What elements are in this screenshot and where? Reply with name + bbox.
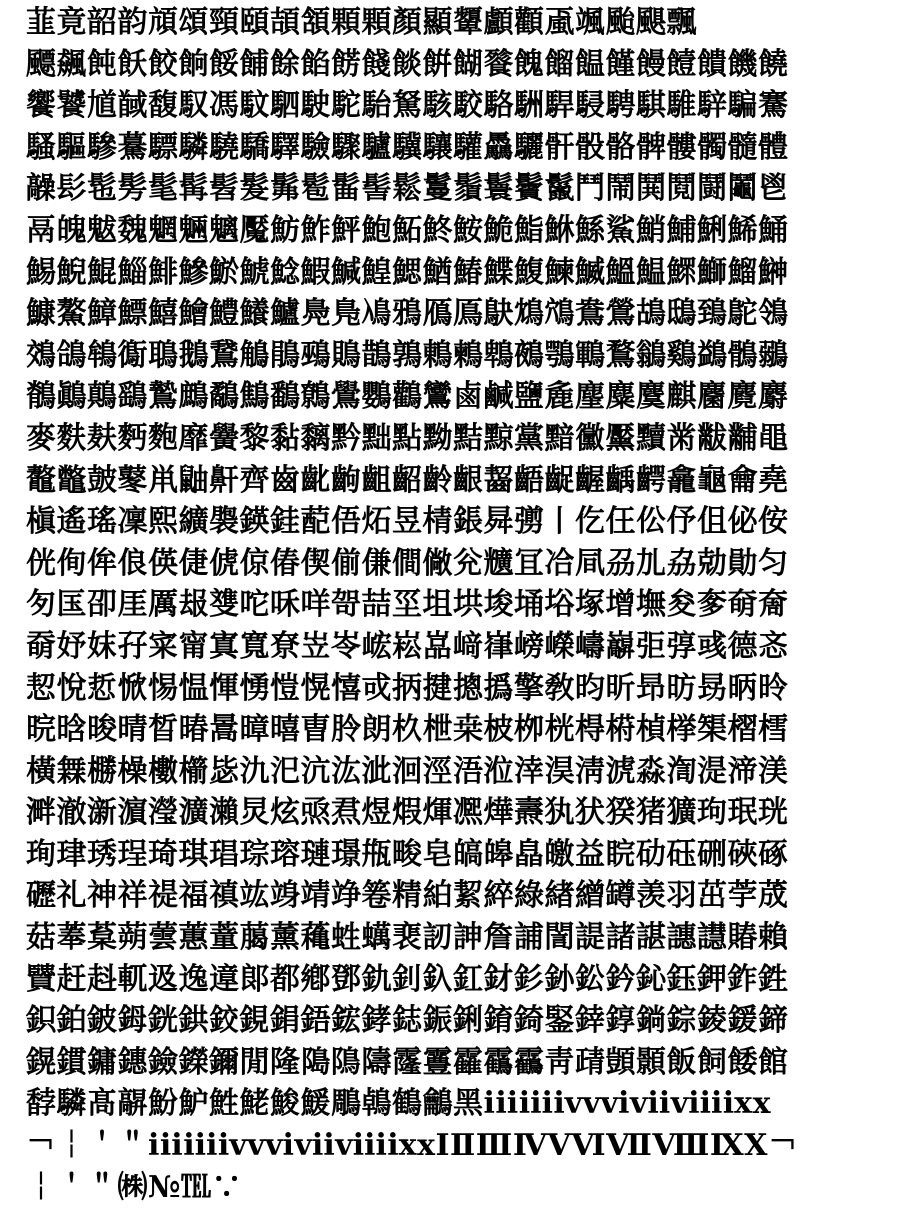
glyph-row: 鵁鴿鴾鵆鵈鵝鵞鵤鵑鵐鵙鵲鶉鶇鶫鵯鵺鶚鶤鶩鶲鷄鷁鶻鶸 (26, 337, 789, 373)
glyph-row: 贒赶﨣軏﨤逸遧郞都鄕鄧釚釗釞釭釮釤釥鈆鈐鈊鈺鉀鈼鉎 (26, 961, 789, 997)
glyph-row: 韮竟韶韵頏頌頸頤頡頷顆顆顏顯顰顱顴颪颯颱颶飄 (26, 5, 697, 40)
glyph-row: 珣珒琇珵琦琪琩琮瑢璉璟甁畯皂皜皞皛皦益睆劯砡硎硤硺 (26, 836, 789, 872)
glyph-row: 恝悅悊惞惕愠惲愑愷愰憘戓抦揵摠撝擎敎昀昕昻昉昮昞昤 (26, 670, 789, 706)
glyph-row: 礰礼神祥禔福禛竑竧靖竫箞精絈絜綷綠緖繒罇羡羽茁荢荿 (26, 878, 789, 914)
glyph-row: 鱇鰲鱆鰾鱚鱠鱧鱶鱸鳧鳬鳰鴉鴈鳫鴃鴆鴪鴦鶯鴣鴟鵄鴕鴒 (26, 296, 789, 332)
glyph-row: ￤＇＂㈱№℡∵ (26, 1169, 243, 1205)
glyph-row: 鶺鷆鷏鷂鷙鷓鷸鷦鷭鷯鷽鸚鸛鸞鹵鹹鹽麁麈麋麌麒麕麑麝 (26, 379, 789, 415)
glyph-row: 鉙鉑鈹鉧銧鉷鉸鋧鋗鋙鋐﨧鋕鋠鋓錥錡鋻﨨錞鋿錝錂鍰鍗 (26, 1003, 789, 1039)
glyph-row: 麥麩麸麪麭靡黌黎黏黐黔黜點黝黠黥黨黯黴黶黷黹黻黼黽 (26, 420, 789, 456)
glyph-row: 鼇鼈皷鼕鼡鼬鼾齊齒齔齣齟齠齡齦齧齬齪齷齲齶龕龜龠堯 (26, 462, 789, 498)
glyph-row: 侊侚侔俍偀倢俿倞偆偰偂傔僴僘兊兤冝冾凬刕劜劦勀勛匀 (26, 545, 789, 581)
glyph-row: 鎤鏆鏞鏸鐱鑅鑈閒隆﨩隝隯霳霻靃靍靏靑靕顗顥飯飼餧館 (26, 1044, 789, 1080)
glyph-row: 晥晗晙晴晳暙暠暲暿曺朎朗杦枻桒柀栁桄棏﨓楨﨔榘槢樰 (26, 712, 789, 748)
glyph-row: 鯣鯢鯤鯔鯡鰺鯲鯱鯰鰕鰔鰉鰓鰌鰆鰈鰒鰊鰄鰮鰛鰥鰤鰡鰰 (26, 254, 789, 290)
glyph-row: 髞髟髢髣髦髯髫髮髴髱髷髻鬆鬘鬚鬟鬢鬣鬥鬧鬨鬩鬪鬮鬯 (26, 171, 789, 207)
glyph-row: 鬲魄魃魏魍魎魑魘魴鮓鮃鮑鮖鮗鮟鮠鮨鮴鯀鯊鮹鯆鯏鯑鯒 (26, 212, 789, 248)
glyph-row: ￢￤＇＂ⅰⅱⅲⅳⅴⅵⅶⅷⅸⅹⅠⅡⅢⅣⅤⅥⅦⅧⅨⅩ￢ (26, 1128, 799, 1164)
glyph-row: 饗饕馗馘馥馭馮馼駟駛駝駘駑駭駮駱駲駻駸騁騏騅騂騙騫 (26, 88, 789, 124)
glyph-row: 橫橆橳橾櫢櫤毖氿汜沆汯泚洄涇浯涖涬淏淸淲淼渹湜渧渼 (26, 753, 789, 789)
glyph-row: 奣妤妺孖寀甯寘寬尞岦岺峵崧嵓﨑嵂嵭嶸嶹巐弡弴彧德忞 (26, 628, 789, 664)
glyph-row: 馞驎髙髜魵魲鮏鮱鮻鰀鵰鵫鶴鸙黑ⅰⅱⅲⅳⅴⅵⅶⅷⅸⅹ (26, 1086, 771, 1122)
glyph-row: 槇遙瑤凜熙纊褜鍈銈蓜俉炻昱棈鋹曻彅丨仡仼伀伃伹佖侒 (26, 504, 789, 540)
glyph-row: 匇匤卲厓厲叝﨎咜咊咩哿喆坙坥垬埈埇﨏塚增墲夋奓奛奝 (26, 587, 789, 623)
glyph-row: 飃飆飩飫餃餉餒餔餘餡餝餞餤餠餬餮餽餾饂饉饅饐饋饑饒 (26, 46, 789, 82)
glyph-row: 騷驅驂驀驃驎驍驕驛驗驟驢驥驤驩驫驪骭骰骼髀髏髑髓體 (26, 129, 789, 165)
glyph-row: 溿澈澵濵瀅瀇瀨炅炫焏焄煜煆煇凞燁燾犱犾猤猪獷玽珉珖 (26, 795, 789, 831)
glyph-row: 菇菶葈蒴蕓蕙蕫﨟薰蘒﨡蠇裵訒訷詹誧誾諟諸諶譓譿賰賴 (26, 920, 789, 956)
